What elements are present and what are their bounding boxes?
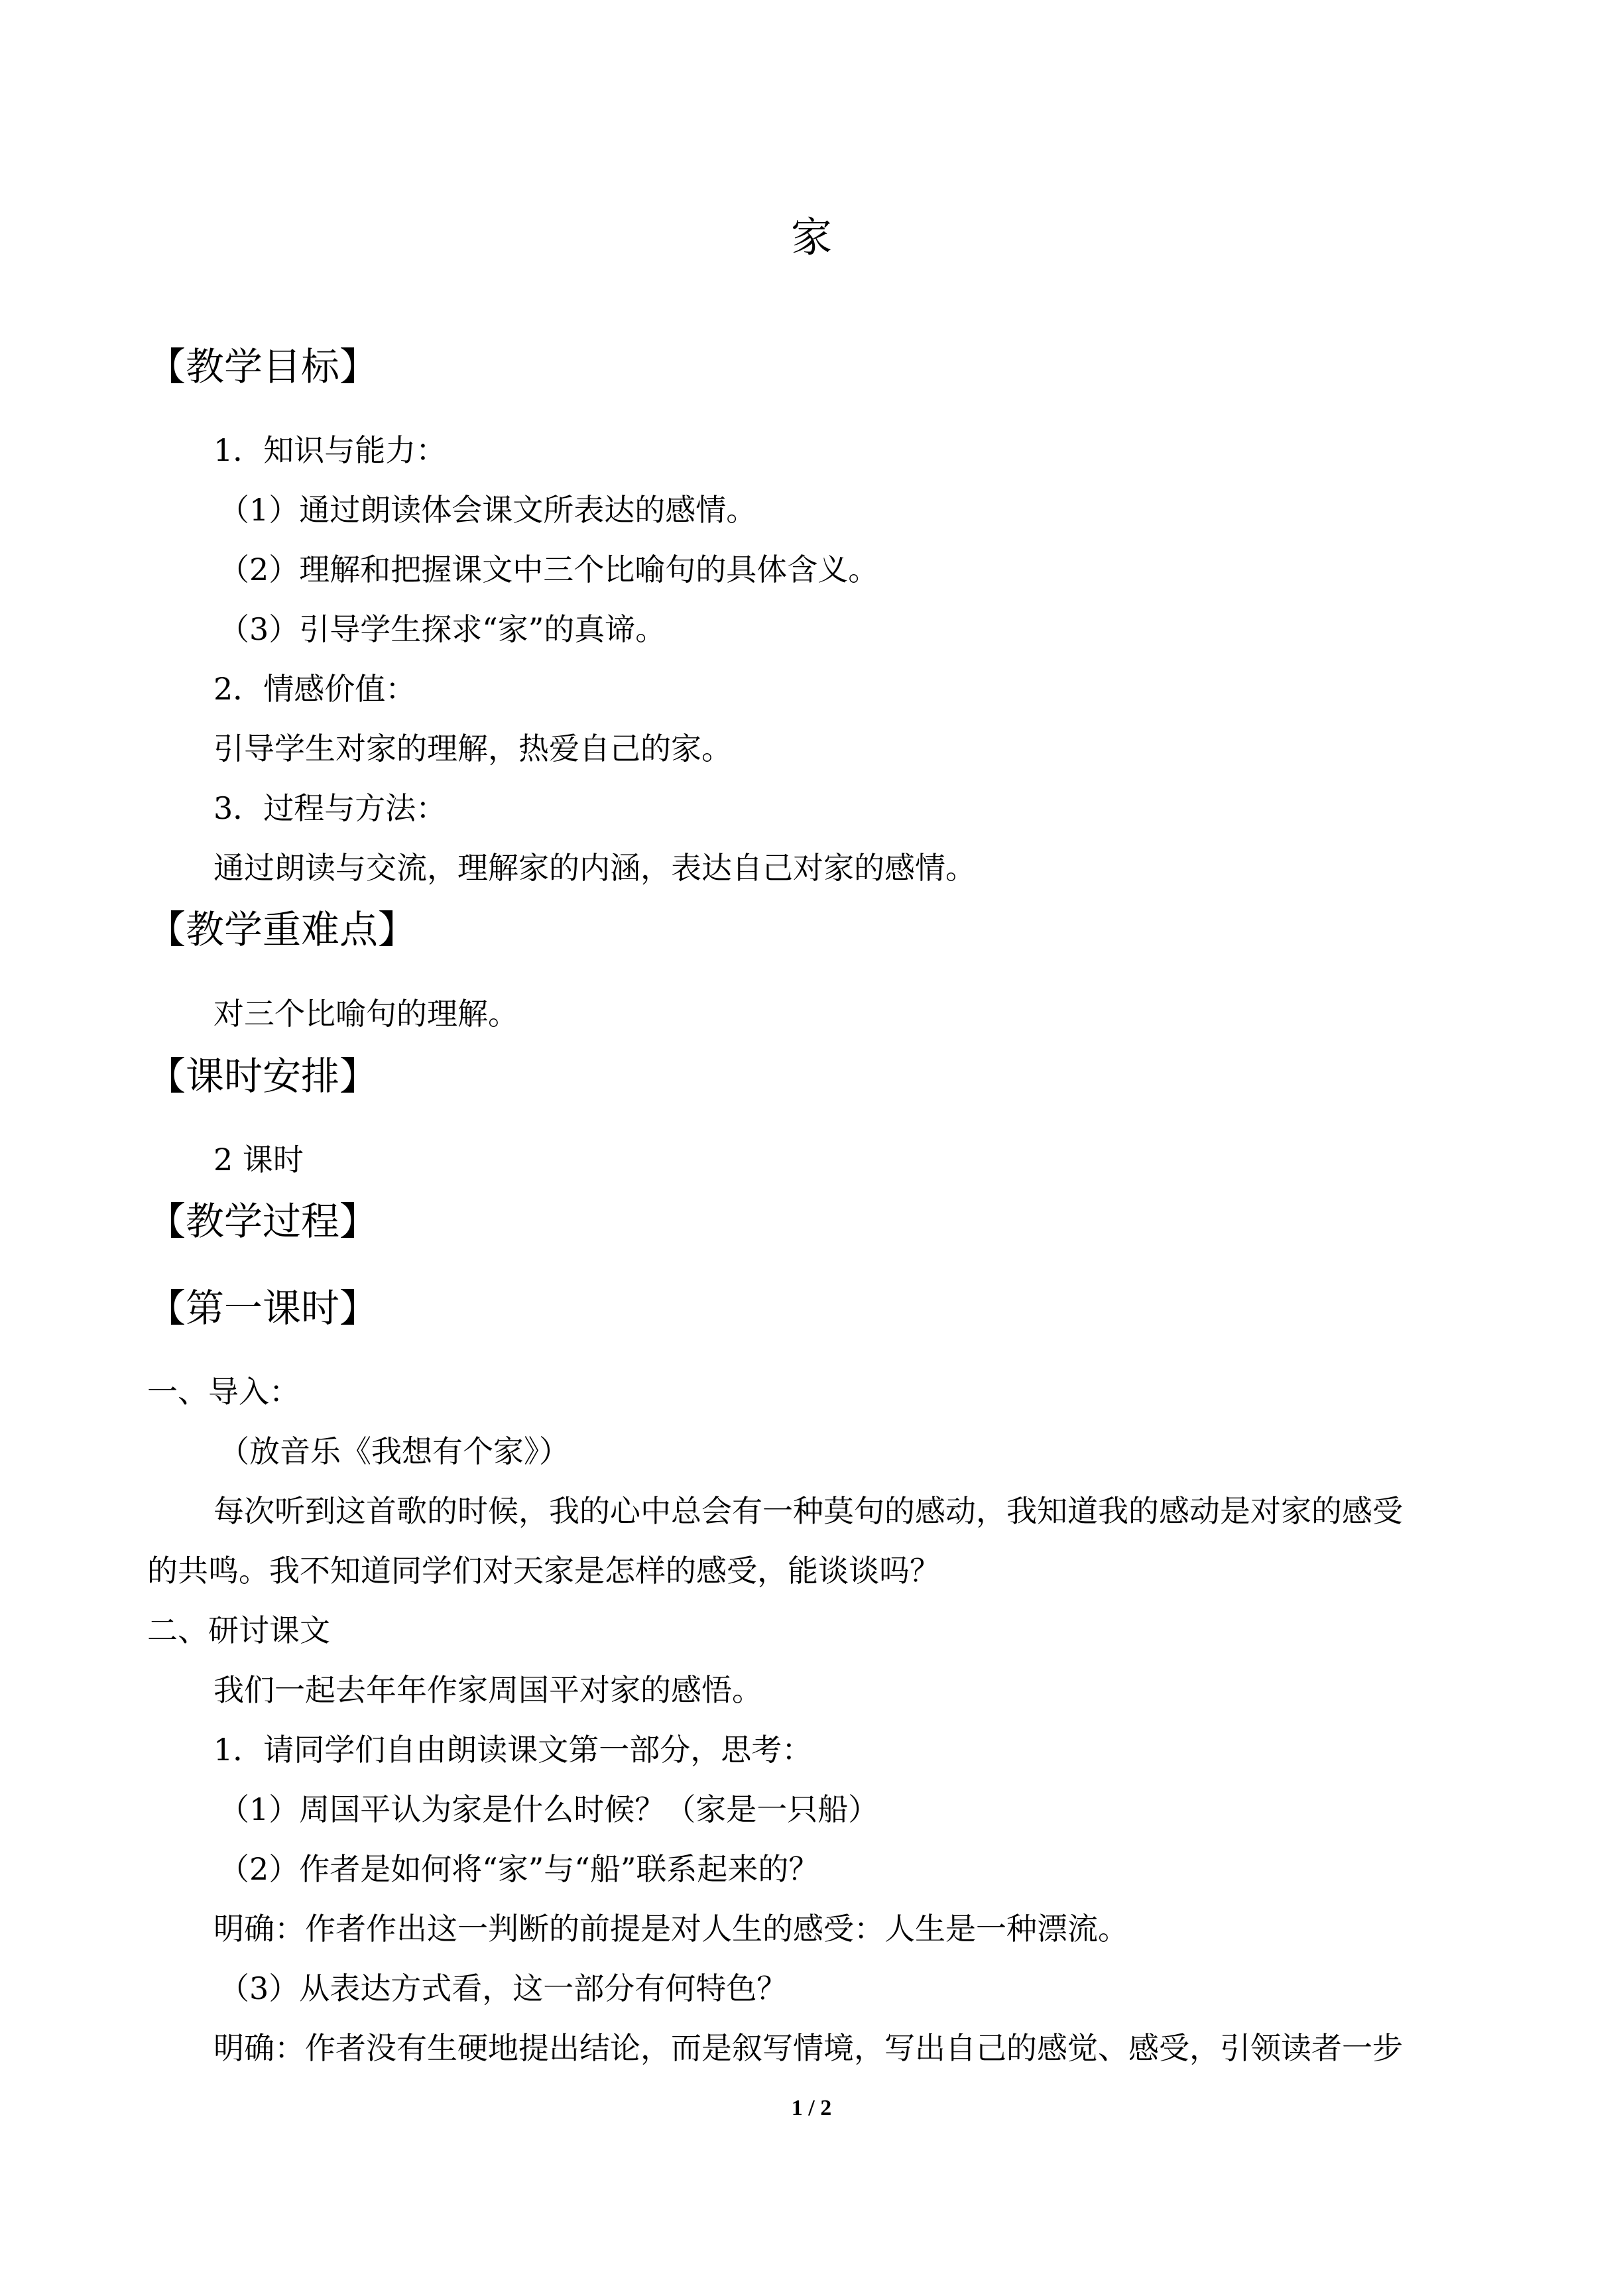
document-title: 家 (790, 213, 832, 261)
lesson-line: （放音乐《我想有个家》） (219, 1433, 570, 1469)
goals-line: 通过朗读与交流，理解家的内涵，表达自己对家的感情。 (213, 850, 976, 886)
goals-line: （2）理解和把握课文中三个比喻句的具体含义。 (219, 552, 879, 587)
goals-line: （3）引导学生探求“家”的真谛。 (219, 611, 666, 647)
goals-line: 2．情感价值： (213, 671, 416, 707)
heading-teaching-process: 【教学过程】 (147, 1199, 379, 1244)
goals-line: （1）通过朗读体会课文所表达的感情。 (219, 492, 757, 528)
lesson-line: 一、导入： (147, 1374, 300, 1410)
key-points-text: 对三个比喻句的理解。 (213, 996, 518, 1032)
goals-line: 引导学生对家的理解，热爱自己的家。 (213, 731, 732, 766)
lesson-line: （2）作者是如何将“家”与“船”联系起来的？ (219, 1851, 819, 1887)
heading-key-points: 【教学重难点】 (147, 907, 417, 952)
goals-line: 3．过程与方法： (213, 790, 447, 826)
lesson-line: 二、研讨课文 (147, 1612, 330, 1648)
page-number: 1 / 2 (791, 2096, 832, 2120)
lesson-line: 我们一起去年年作家周国平对家的感悟。 (213, 1672, 762, 1708)
lesson-line: （3）从表达方式看，这一部分有何特色？ (219, 1970, 788, 2006)
goals-line: 1．知识与能力： (213, 432, 447, 468)
heading-teaching-goals: 【教学目标】 (147, 344, 379, 389)
heading-schedule: 【课时安排】 (147, 1054, 379, 1099)
heading-first-lesson: 【第一课时】 (147, 1286, 379, 1331)
lesson-line: 明确：作者没有生硬地提出结论，而是叙写情境，写出自己的感觉、感受，引领读者一步 (213, 2030, 1403, 2066)
lesson-line: 每次听到这首歌的时候，我的心中总会有一种莫句的感动，我知道我的感动是对家的感受 (213, 1493, 1403, 1529)
schedule-text: 2 课时 (213, 1142, 304, 1178)
lesson-line: 1．请同学们自由朗读课文第一部分，思考： (213, 1732, 813, 1768)
lesson-line: 的共鸣。我不知道同学们对天家是怎样的感受，能谈谈吗？ (147, 1553, 940, 1589)
lesson-line: 明确：作者作出这一判断的前提是对人生的感受：人生是一种漂流。 (213, 1911, 1128, 1947)
lesson-line: （1）周国平认为家是什么时候？（家是一只船） (219, 1791, 879, 1827)
